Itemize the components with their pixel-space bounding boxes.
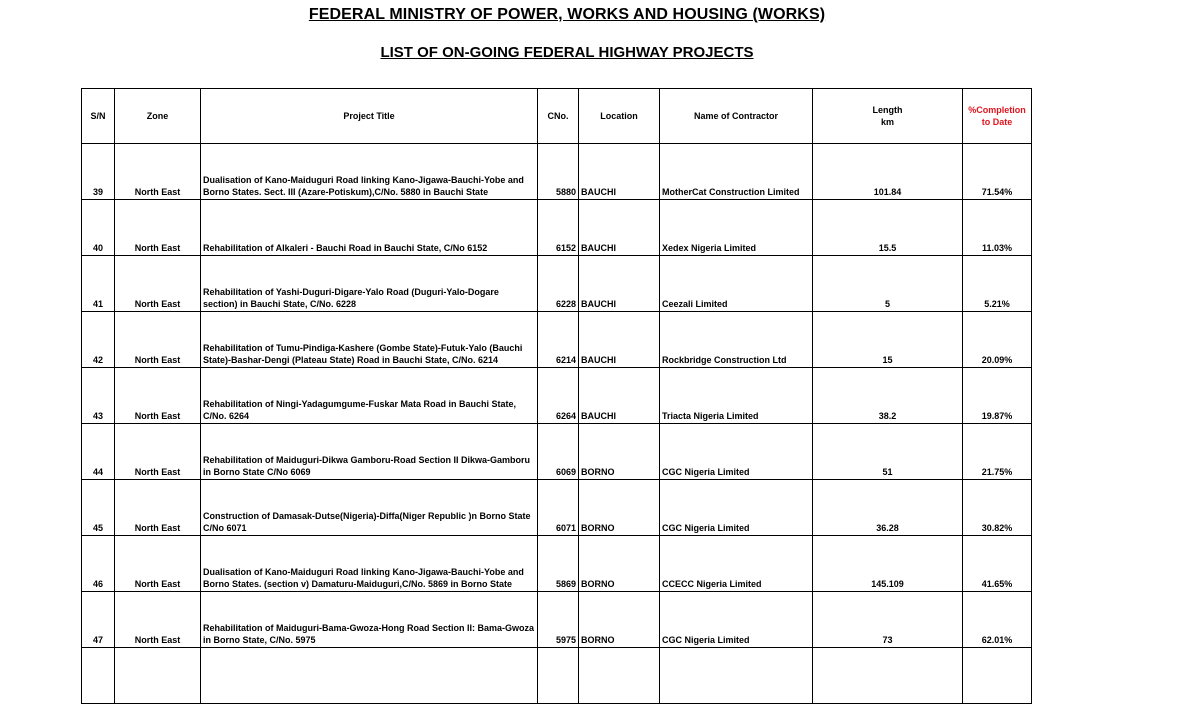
- cell-location: BORNO: [579, 424, 660, 480]
- cell-completion: 11.03%: [963, 200, 1032, 256]
- cell-sn: 39: [82, 144, 115, 200]
- header-completion-line1: %Completion: [968, 105, 1026, 115]
- document-title: FEDERAL MINISTRY OF POWER, WORKS AND HOUSING (WORKS): [308, 6, 826, 23]
- header-length-line2: km: [880, 117, 894, 127]
- cell-sn: 42: [82, 312, 115, 368]
- cell-location: BAUCHI: [579, 368, 660, 424]
- cell-length: 145.109: [813, 536, 963, 592]
- cell-location: BAUCHI: [579, 144, 660, 200]
- cell-sn: 43: [82, 368, 115, 424]
- cell-contractor: MotherCat Construction Limited: [660, 144, 813, 200]
- cell-completion: 21.75%: [963, 424, 1032, 480]
- cell-completion: 62.01%: [963, 592, 1032, 648]
- cell-zone: North East: [115, 536, 201, 592]
- cell-project-title: Rehabilitation of Ningi-Yadagumgume-Fuskar Mata Road in Bauchi State, C/No. 6264: [201, 368, 538, 424]
- cell-location: BAUCHI: [579, 200, 660, 256]
- cell-completion: 41.65%: [963, 536, 1032, 592]
- header-sn: S/N: [82, 89, 115, 144]
- header-length-line1: Length: [872, 105, 903, 115]
- cell-empty: [660, 648, 813, 704]
- cell-zone: North East: [115, 312, 201, 368]
- cell-location: BAUCHI: [579, 256, 660, 312]
- cell-contractor: CCECC Nigeria Limited: [660, 536, 813, 592]
- cell-completion: 30.82%: [963, 480, 1032, 536]
- cell-location: BAUCHI: [579, 312, 660, 368]
- cell-completion: 20.09%: [963, 312, 1032, 368]
- table-row: [82, 480, 1032, 536]
- cell-project-title: Dualisation of Kano-Maiduguri Road linking Kano-Jigawa-Bauchi-Yobe and Borno States. Sect. III (Azare-Potiskum),C/No. 5880 in Bauchi State: [201, 144, 538, 200]
- cell-empty: [963, 648, 1032, 704]
- cell-cno: 6069: [538, 424, 579, 480]
- cell-empty: [115, 648, 201, 704]
- cell-cno: 6214: [538, 312, 579, 368]
- cell-length: 15: [813, 312, 963, 368]
- cell-completion: 19.87%: [963, 368, 1032, 424]
- cell-project-title: Rehabilitation of Tumu-Pindiga-Kashere (Gombe State)-Futuk-Yalo (Bauchi State)-Bashar-Dengi (Plateau State) Road in Bauchi State, C/No. 6214: [201, 312, 538, 368]
- table-row: [82, 144, 1032, 200]
- cell-sn: 40: [82, 200, 115, 256]
- cell-project-title: Construction of Damasak-Dutse(Nigeria)-Diffa(Niger Republic )n Borno State C/No 6071: [201, 480, 538, 536]
- header-cno: CNo.: [538, 89, 579, 144]
- cell-zone: North East: [115, 200, 201, 256]
- header-completion: [963, 89, 1032, 144]
- projects-table: [81, 88, 1032, 704]
- cell-contractor: Rockbridge Construction Ltd: [660, 312, 813, 368]
- cell-zone: North East: [115, 144, 201, 200]
- cell-contractor: CGC Nigeria Limited: [660, 592, 813, 648]
- cell-length: 5: [813, 256, 963, 312]
- table-row: [82, 256, 1032, 312]
- table-row: [82, 536, 1032, 592]
- table-row: [82, 368, 1032, 424]
- cell-location: BORNO: [579, 536, 660, 592]
- cell-zone: North East: [115, 256, 201, 312]
- cell-cno: 5880: [538, 144, 579, 200]
- header-zone: Zone: [115, 89, 201, 144]
- cell-empty: [201, 648, 538, 704]
- cell-cno: 6071: [538, 480, 579, 536]
- cell-empty: [579, 648, 660, 704]
- cell-zone: North East: [115, 480, 201, 536]
- cell-cno: 6264: [538, 368, 579, 424]
- cell-length: 38.2: [813, 368, 963, 424]
- cell-length: 36.28: [813, 480, 963, 536]
- cell-empty: [82, 648, 115, 704]
- cell-cno: 6228: [538, 256, 579, 312]
- header-completion-line2: to Date: [981, 117, 1013, 127]
- header-contractor: Name of Contractor: [660, 89, 813, 144]
- header-length: [813, 89, 963, 144]
- cell-location: BORNO: [579, 480, 660, 536]
- cell-project-title: Rehabilitation of Maiduguri-Dikwa Gamboru-Road Section II Dikwa-Gamboru in Borno State C/No 6069: [201, 424, 538, 480]
- cell-cno: 5975: [538, 592, 579, 648]
- header-location: Location: [579, 89, 660, 144]
- cell-contractor: CGC Nigeria Limited: [660, 480, 813, 536]
- cell-completion: 71.54%: [963, 144, 1032, 200]
- cell-length: 101.84: [813, 144, 963, 200]
- cell-cno: 5869: [538, 536, 579, 592]
- cell-project-title: Rehabilitation of Maiduguri-Bama-Gwoza-Hong Road Section II: Bama-Gwoza in Borno State, C/No. 5975: [201, 592, 538, 648]
- cell-sn: 44: [82, 424, 115, 480]
- cell-zone: North East: [115, 368, 201, 424]
- cell-empty: [538, 648, 579, 704]
- table-row: [82, 592, 1032, 648]
- table-row: [82, 424, 1032, 480]
- table-row-cut-off: [82, 648, 1032, 704]
- document-subtitle: LIST OF ON-GOING FEDERAL HIGHWAY PROJECTS: [380, 44, 754, 61]
- cell-sn: 47: [82, 592, 115, 648]
- cell-length: 73: [813, 592, 963, 648]
- cell-contractor: Xedex Nigeria Limited: [660, 200, 813, 256]
- table-header-row: [82, 89, 1032, 144]
- cell-location: BORNO: [579, 592, 660, 648]
- table-row: [82, 312, 1032, 368]
- cell-empty: [813, 648, 963, 704]
- header-project-title: Project Title: [201, 89, 538, 144]
- cell-contractor: Ceezali Limited: [660, 256, 813, 312]
- cell-sn: 45: [82, 480, 115, 536]
- cell-project-title: Rehabilitation of Yashi-Duguri-Digare-Yalo Road (Duguri-Yalo-Dogare section) in Bauchi State, C/No. 6228: [201, 256, 538, 312]
- cell-zone: North East: [115, 424, 201, 480]
- cell-cno: 6152: [538, 200, 579, 256]
- cell-contractor: Triacta Nigeria Limited: [660, 368, 813, 424]
- cell-completion: 5.21%: [963, 256, 1032, 312]
- cell-sn: 46: [82, 536, 115, 592]
- cell-zone: North East: [115, 592, 201, 648]
- cell-project-title: Rehabilitation of Alkaleri - Bauchi Road in Bauchi State, C/No 6152: [201, 200, 538, 256]
- cell-contractor: CGC Nigeria Limited: [660, 424, 813, 480]
- cell-length: 15.5: [813, 200, 963, 256]
- table-row: [82, 200, 1032, 256]
- cell-sn: 41: [82, 256, 115, 312]
- cell-length: 51: [813, 424, 963, 480]
- cell-project-title: Dualisation of Kano-Maiduguri Road linking Kano-Jigawa-Bauchi-Yobe and Borno States. (section v) Damaturu-Maiduguri,C/No. 5869 in Borno State: [201, 536, 538, 592]
